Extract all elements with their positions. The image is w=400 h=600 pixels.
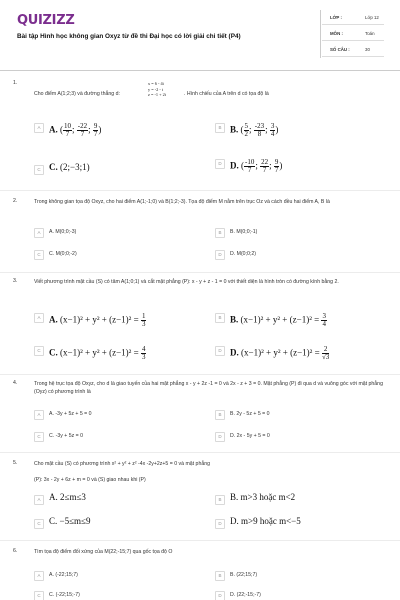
page-header [0,0,400,74]
meta-count [322,42,384,57]
meta-class-value: Lớp 12 [365,15,379,20]
option-d[interactable] [215,156,365,178]
line-equation-system [148,81,166,98]
question-separator [0,452,400,453]
option-a[interactable] [34,310,184,332]
option-math: D. (x−1)² + y² + (z−1)² = $\frac{2}{√3}$ [230,345,330,361]
option-text: C. (-22;15;-7) [49,592,80,598]
option-letter-box: B [215,410,225,420]
option-text: B. M(0;0;-1) [230,229,258,235]
meta-count-label: SỐ CÂU : [330,47,350,52]
question-number: 1. [13,80,18,86]
option-b[interactable] [215,120,365,142]
option-text: C. M(0;0;-2) [49,251,77,257]
option-letter-box: C [34,519,44,529]
meta-subject [322,26,384,41]
question-text: Trong không gian tọa độ Oxyz, cho hai điểm A(1;-1;0) và B(1;2;-3). Tọa độ điểm M nằm trên trục Oz và cách đều hai điểm A, B là [34,199,330,205]
option-b[interactable] [215,225,365,241]
question-number: 5. [13,460,18,466]
option-letter-box: C [34,346,44,356]
option-letter-box: D [215,250,225,260]
option-letter-box: A [34,571,44,581]
question-text: Tìm tọa độ điểm đối xứng của M(22;-15;7) qua gốc tọa độ O [34,549,173,555]
option-math: A. ( $\frac{10}{7}$ ; $\frac{-22}{7}$ ; $\frac{9}{7}$ ) [49,122,102,138]
option-letter-box: C [34,591,44,600]
option-c[interactable] [34,516,184,532]
option-math: B. ( $\frac{5}{2}$ ; $\frac{-23}{8}$ ; $\frac{3}{4}$ ) [230,122,279,138]
option-text: D. M(0;0;2) [230,251,256,257]
meta-count-value: 30 [365,47,370,52]
option-a[interactable] [34,120,184,142]
option-letter-box: B [215,571,225,581]
option-letter-box: C [34,165,44,175]
option-math: D. m>9 hoặc m<−5 [230,516,301,526]
question-separator [0,540,400,541]
option-d[interactable] [215,516,365,532]
option-d[interactable] [215,588,365,600]
option-text: A. (-22;15;7) [49,572,78,578]
question-separator [0,190,400,191]
option-letter-box: A [34,228,44,238]
option-letter-box: B [215,495,225,505]
option-b[interactable] [215,407,365,423]
option-letter-box: B [215,123,225,133]
question-text-tail: . Hình chiếu của A trên d có tọa độ là [184,91,269,97]
option-d[interactable] [215,343,365,365]
option-letter-box: C [34,432,44,442]
option-letter-box: A [34,495,44,505]
option-text: B. (22;15;7) [230,572,258,578]
option-a[interactable] [34,568,184,584]
option-c[interactable] [34,588,184,600]
quizizz-logo: QUIZIZZ [17,13,75,28]
header-divider [320,10,321,58]
option-letter-box: C [34,250,44,260]
question-number: 4. [13,380,18,386]
option-text: A. -3y + 5z + 5 = 0 [49,411,92,417]
option-letter-box: D [215,519,225,529]
question-text: Viết phương trình mặt cầu (S) có tâm A(1;0;1) và cắt mặt phẳng (P): x - y + z - 1 = 0 với thiết diện là hình tròn có đường kính bằng 2. [34,279,339,285]
question-separator [0,272,400,273]
meta-class [322,10,384,25]
meta-class-label: LỚP : [330,15,342,20]
option-math: B. (x−1)² + y² + (z−1)² = $\frac{3}{4}$ [230,312,326,328]
meta-subject-value: Toán [365,31,375,36]
option-a[interactable] [34,225,184,241]
option-letter-box: D [215,346,225,356]
option-c[interactable] [34,429,184,445]
question-text: Trong hệ trục tọa độ Oxyz, cho d là giao tuyến của hai mặt phẳng x - y + 2z -1 = 0 và 2x - z + 3 = 0. Mặt phẳng (P) đi qua d và vuông góc với mặt phẳng (Oyz) có phương trình là [34,381,383,395]
option-text: B. 2y - 5z + 5 = 0 [230,411,270,417]
option-math: A. (x−1)² + y² + (z−1)² = $\frac{1}{3}$ [49,312,146,328]
question-text-line2: (P): 3x - 2y + 6z + m = 0 và (S) giao nhau khi (P) [34,477,146,483]
option-text: D. 2x - 5y + 5 = 0 [230,433,270,439]
option-a[interactable] [34,492,184,508]
header-rule [0,70,400,71]
option-math: B. m>3 hoặc m<2 [230,492,296,502]
option-math: C. −5≤m≤9 [49,516,91,526]
option-letter-box: A [34,410,44,420]
option-letter-box: D [215,591,225,600]
question-text: Cho mặt cầu (S) có phương trình x² + y² + z² -4x -2y+2z+5 = 0 và mặt phẳng [34,461,210,467]
option-letter-box: D [215,432,225,442]
option-letter-box: B [215,313,225,323]
option-b[interactable] [215,568,365,584]
option-math: A. 2≤m≤3 [49,492,86,502]
system-line: x = 6 - 4t [148,81,164,86]
option-letter-box: B [215,228,225,238]
question-number: 2. [13,198,18,204]
option-math: D. ( $\frac{-10}{7}$ ; $\frac{22}{7}$ ; $\frac{9}{7}$ ) [230,158,283,174]
option-letter-box: D [215,159,225,169]
option-b[interactable] [215,310,365,332]
option-d[interactable] [215,247,365,263]
option-letter-box: A [34,313,44,323]
option-letter-box: A [34,123,44,133]
system-line: z = -1 + 2t [148,92,166,98]
option-b[interactable] [215,492,365,508]
option-d[interactable] [215,429,365,445]
option-text: C. -3y + 5z = 0 [49,433,84,439]
option-c[interactable] [34,343,184,365]
option-text: D. (22;-15;-7) [230,592,261,598]
option-a[interactable] [34,407,184,423]
option-math: C. (x−1)² + y² + (z−1)² = $\frac{4}{3}$ [49,345,146,361]
question-text: Cho điểm A(1;2;3) và đường thẳng d: [34,91,120,97]
meta-subject-label: MÔN : [330,31,343,36]
option-math: C. (2;−3;1) [49,162,90,172]
question-number: 3. [13,278,18,284]
document-title: Bài tập Hình học không gian Oxyz từ đề thi Đại học có lời giải chi tiết (P4) [17,33,241,40]
question-number: 6. [13,548,18,554]
option-text: A. M(0;0;-3) [49,229,77,235]
question-separator [0,374,400,375]
option-c[interactable] [34,247,184,263]
option-c[interactable] [34,162,184,178]
system-line: y = -2 - t [148,86,164,92]
